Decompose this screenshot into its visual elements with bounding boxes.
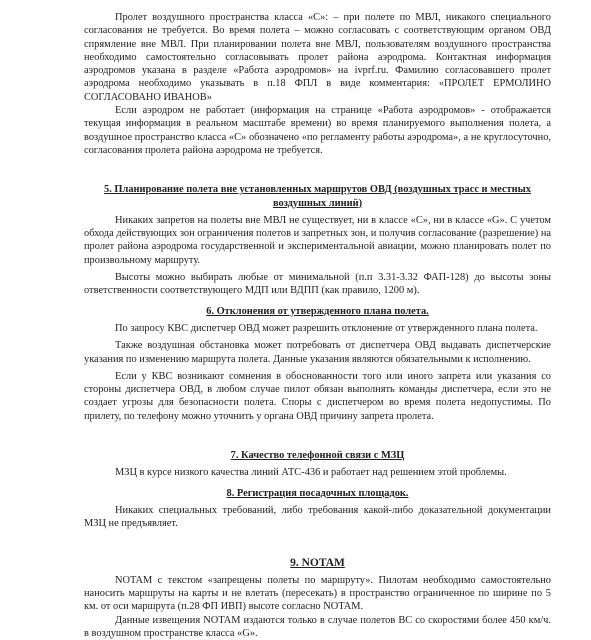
section-5-paragraph-2: Высоты можно выбирать любые от минимальной (п.п 3.31-3.32 ФАП-128) до высоты зоны ответственности соответствующего МДП или ВДПП (как правило, 1200 м).: [84, 272, 551, 297]
spacer: [84, 423, 551, 449]
section-8-heading: 8. Регистрация посадочных площадок.: [226, 487, 409, 499]
spacer: [84, 480, 551, 487]
section-5-heading: 5. Планирование полета вне установленных маршрутов ОВД (воздушных трасс и местных воздушных линий): [104, 184, 531, 209]
section-6-paragraph-1: По запросу КВС диспетчер ОВД может разрешить отклонение от утвержденного плана полета.: [115, 322, 538, 334]
spacer: [84, 531, 551, 557]
spacer: [84, 157, 551, 183]
section-7-heading: 7. Качество телефонной связи с МЗЦ: [230, 450, 405, 462]
section-9-paragraph-1: NOTAM с текстом «запрещены полеты по маршруту». Пилотам необходимо самостоятельно наносить маршруты на карты и не влетать (пересекать) в пространство ограниченное по ширине по 5 км. от оси маршрута (п.28 ФП ИВП) высоте согласно NOTAM.: [84, 574, 551, 613]
section-8-paragraph-1: Никаких специальных требований, либо требования какой-либо доказательной документации МЗЦ не предъявляет.: [84, 504, 551, 530]
section-7-paragraph-1: МЗЦ в курсе низкого качества линий АТС-436 и работает над решением этой проблемы.: [115, 467, 507, 479]
section-6-paragraph-2: Также воздушная обстановка может потребовать от диспетчера ОВД выдавать диспетчерские указания по изменению маршрута полета. Данные указания являются обязательными к исполнению.: [84, 340, 551, 365]
section-6-paragraph-3: Если у КВС возникают сомнения в обоснованности того или иного запрета или указания со стороны диспетчера ОВД, в любом случае пилот обязан выполнять команды диспетчера, если это не создает угрозы для безопасности полета. Споры с диспетчером во время полета недопустимы. По прилету, по телефону можно уточнить у органа ОВД причину запрета пролета.: [84, 370, 551, 422]
section-9-heading: 9. NOTAM: [290, 556, 345, 569]
section-9-paragraph-2: Данные извещения NOTAM издаются только в случае полетов ВС со скоростями более 450 км/ч. в воздушном пространстве класса «G».: [84, 614, 551, 639]
section-5-paragraph-1: Никаких запретов на полеты вне МВЛ не существует, ни в классе «С», ни в классе «G». С учетом обхода действующих зон ограничения полетов и запретных зон, и получив согласование (разрешение) на пролет района аэродрома государственной и экспериментальной авиации, можно планировать полет по произвольному маршруту.: [84, 214, 551, 266]
spacer: [84, 298, 551, 305]
intro-paragraph-1: Пролет воздушного пространства класса «С»: – при полете по МВЛ, никакого специального согласования не требуется. Во время полета – можно согласовать с соответствующим органом ОВД спрямление вне МВЛ. При планировании полета вне МВЛ, пользователям воздушного пространства необходимо самостоятельно согласовывать пролет района аэродрома. Контактная информация аэродромов указана в разделе «Работа аэродромов» на ivprf.ru. Фамилию согласовавшего пролет аэродрома необходимо указывать в п.18 ФПЛ в виде комментария: «ПРОЛЕТ ЕРМОЛИНО СОГЛАСОВАНО ИВАНОВ»: [84, 12, 551, 103]
section-6-heading: 6. Отклонения от утвержденного плана полета.: [206, 305, 429, 317]
intro-paragraph-2: Если аэродром не работает (информация на странице «Работа аэродромов» - отображается текущая информация в реальном масштабе времени) во время планируемого выполнения полета, а воздушное пространство класса «С» обозначено «по регламенту работы аэродрома», а не круглосуточно, согласования пролета района аэродрома не требуется.: [84, 105, 551, 156]
